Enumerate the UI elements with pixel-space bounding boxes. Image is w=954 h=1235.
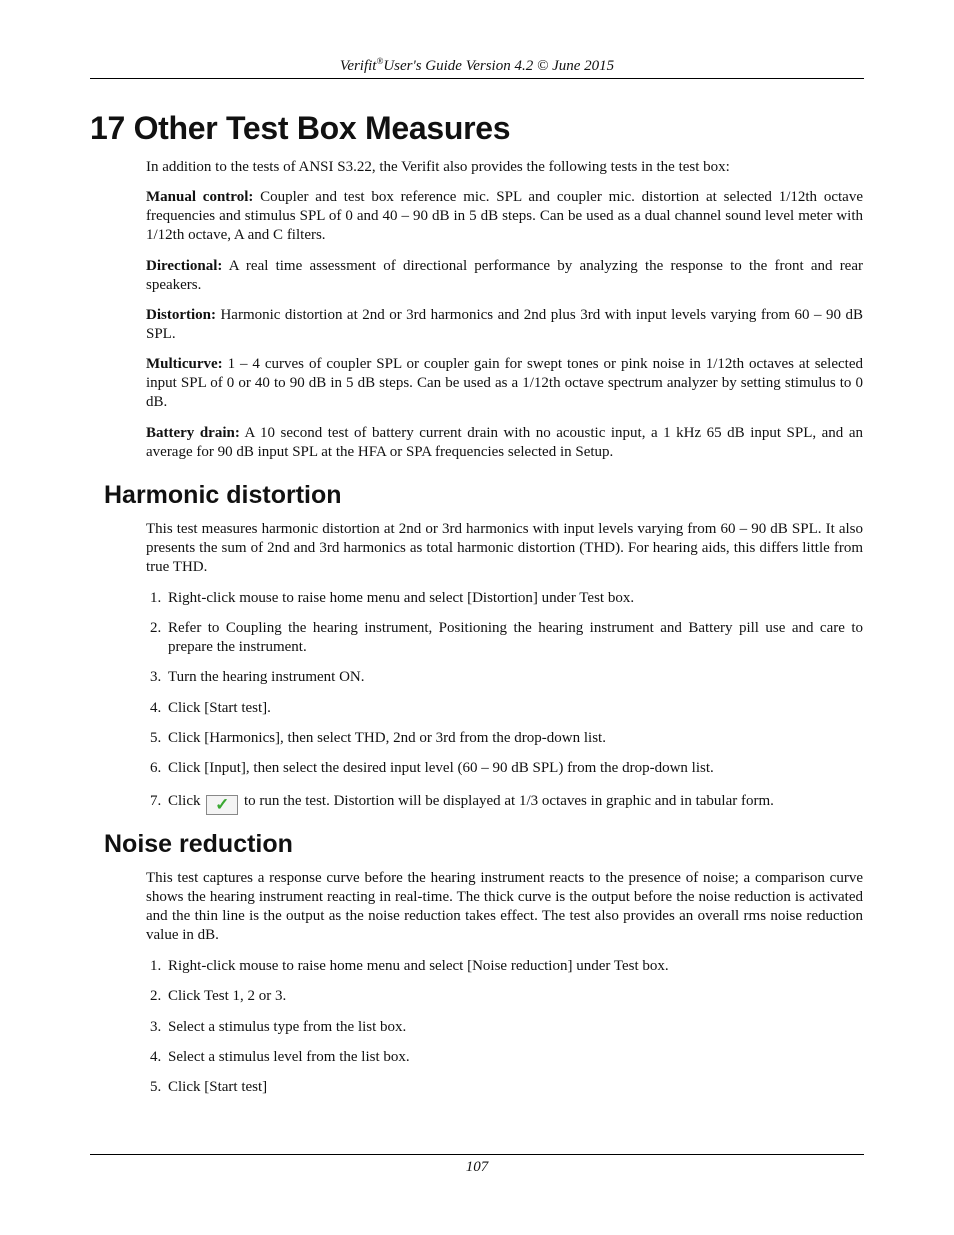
section-heading-harmonic: Harmonic distortion <box>104 481 342 509</box>
list-item <box>146 759 863 778</box>
list-number: 3. <box>150 1019 162 1035</box>
list-text: Click [Start test]. <box>168 700 271 716</box>
page-header <box>90 56 864 75</box>
test-description: Harmonic distortion at 2nd or 3rd harmonics and 2nd plus 3rd with input levels varying from 60 – 90 dB SPL. <box>146 307 863 342</box>
list-number: 7. <box>150 793 162 809</box>
test-manual-control <box>146 188 863 245</box>
header-rule <box>90 78 864 79</box>
list-number: 5. <box>150 730 162 746</box>
noise-intro: This test captures a response curve before the hearing instrument reacts to the presence of noise; a comparison curve shows the hearing instrument reacting in real-time. The thick curve is the output before the noise reduction is activated and the thin line is the output as the noise reduction takes effect. The test also provides an overall rms noise reduction value in dB. <box>146 870 863 943</box>
header-title-pre: Verifit <box>339 58 377 74</box>
list-item <box>146 699 863 718</box>
list-text: Refer to Coupling the hearing instrument, Positioning the hearing instrument and Battery pill use and care to prepare the instrument. <box>168 620 863 655</box>
list-text: Right-click mouse to raise home menu and select [Distortion] under Test box. <box>168 590 635 606</box>
test-term: Multicurve: <box>146 356 223 372</box>
registered-mark: ® <box>376 56 384 66</box>
list-item <box>146 1048 863 1067</box>
list-text: Right-click mouse to raise home menu and select [Noise reduction] under Test box. <box>168 958 669 974</box>
list-text: Click [Start test] <box>168 1079 268 1095</box>
list-item <box>146 792 863 815</box>
list-item <box>146 1018 863 1037</box>
list-number: 1. <box>150 590 162 606</box>
list-item <box>146 729 863 748</box>
list-item <box>146 668 863 687</box>
list-text: Click [Input], then select the desired input level (60 – 90 dB SPL) from the drop-down list. <box>168 760 714 776</box>
test-term: Distortion: <box>146 307 216 323</box>
page-number: 107 <box>465 1159 489 1175</box>
test-distortion <box>146 306 863 344</box>
test-description: 1 – 4 curves of coupler SPL or coupler gain for swept tones or pink noise in 1/12th octaves at selected input SPL of 0 or 40 to 90 dB in 5 dB steps. Can be used as a 1/12th octave spectrum analyzer by setting stimulus to 0 dB. <box>146 356 863 410</box>
click-word: Click <box>168 793 201 809</box>
test-directional <box>146 257 863 295</box>
list-text <box>168 792 863 815</box>
list-number: 2. <box>150 620 162 636</box>
test-description: A real time assessment of directional performance by analyzing the response to the front and rear speakers. <box>146 258 863 293</box>
list-text: Select a stimulus type from the list box. <box>168 1019 407 1035</box>
list-item <box>146 957 863 976</box>
list-number: 6. <box>150 760 162 776</box>
list-number: 4. <box>150 700 162 716</box>
footer-rule <box>90 1154 864 1155</box>
list-text: Turn the hearing instrument ON. <box>168 669 365 685</box>
run-test-description: to run the test. Distortion will be displayed at 1/3 octaves in graphic and in tabular form. <box>244 793 774 809</box>
list-item <box>146 987 863 1006</box>
list-item <box>146 1078 863 1097</box>
test-battery-drain <box>146 424 863 462</box>
test-description: Coupler and test box reference mic. SPL and coupler mic. distortion at selected 1/12th octave frequencies and stimulus SPL of 0 and 40 – 90 dB in 5 dB steps. Can be used as a dual channel sound level meter with 1/12th octave, A and C filters. <box>146 189 863 243</box>
list-text: Click Test 1, 2 or 3. <box>168 988 287 1004</box>
list-item <box>146 619 863 657</box>
list-text: Select a stimulus level from the list box. <box>168 1049 410 1065</box>
list-item <box>146 589 863 608</box>
test-term: Directional: <box>146 258 223 274</box>
chapter-title: 17 Other Test Box Measures <box>90 110 511 146</box>
list-number: 4. <box>150 1049 162 1065</box>
green-checkmark-icon: ✓ <box>215 795 230 814</box>
list-number: 1. <box>150 958 162 974</box>
header-title-post: User's Guide Version 4.2 © June 2015 <box>383 58 615 74</box>
section-heading-noise: Noise reduction <box>104 830 293 858</box>
test-term: Manual control: <box>146 189 254 205</box>
list-text: Click [Harmonics], then select THD, 2nd or 3rd from the drop-down list. <box>168 730 606 746</box>
test-description: A 10 second test of battery current drain with no acoustic input, a 1 kHz 65 dB input SPL, and an average for 90 dB input SPL at the HFA or SPA frequencies selected in Setup. <box>146 425 863 460</box>
intro-paragraph: In addition to the tests of ANSI S3.22, the Verifit also provides the following tests in the test box: <box>146 159 730 175</box>
list-number: 2. <box>150 988 162 1004</box>
list-number: 5. <box>150 1079 162 1095</box>
test-term: Battery drain: <box>146 425 240 441</box>
test-multicurve <box>146 355 863 412</box>
harmonic-intro: This test measures harmonic distortion at 2nd or 3rd harmonics with input levels varying from 60 – 90 dB SPL. It also presents the sum of 2nd and 3rd harmonics as total harmonic distortion (THD). For hearing aids, this differs little from true THD. <box>146 521 863 575</box>
list-number: 3. <box>150 669 162 685</box>
run-test-button[interactable] <box>206 795 238 815</box>
